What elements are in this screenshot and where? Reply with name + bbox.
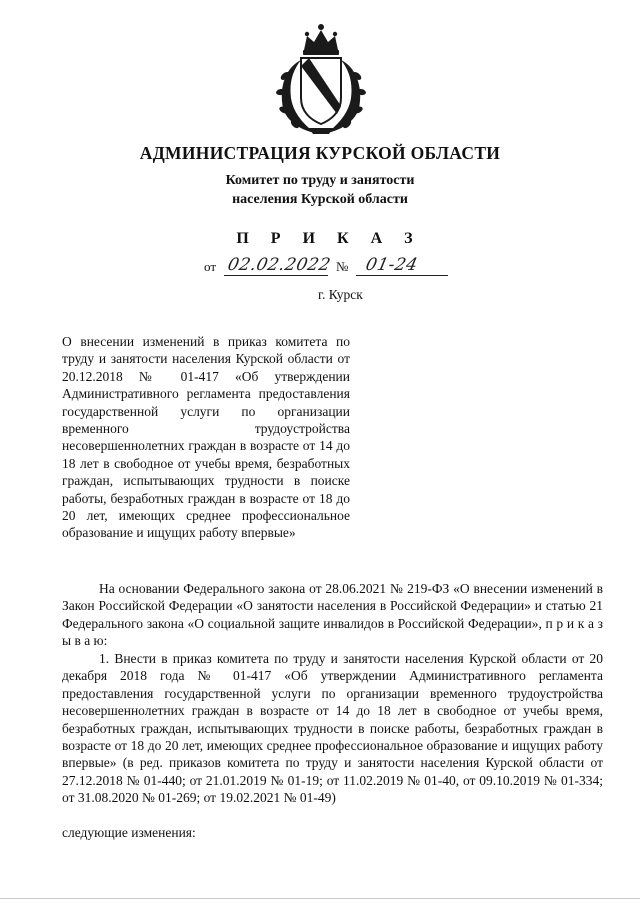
order-date-line [204, 255, 464, 279]
department-name [0, 171, 640, 209]
number-underline [356, 275, 448, 276]
date-underline [224, 275, 328, 276]
body-paragraph-1: На основании Федерального закона от 28.06.2021 № 219-ФЗ «О внесении изменений в Закон Российской Федерации «О занятости населения в Российской Федерации» и статью 21 Федерального закона «О социальной защите инвалидов в Российской Федерации», п р и к а з ы в а ю: [62, 581, 603, 649]
body-paragraph-3: следующие изменения: [62, 825, 196, 840]
order-date: 02.02.2022 [225, 255, 333, 275]
scan-edge [0, 898, 640, 899]
city: г. Курск [318, 287, 363, 302]
order-number: 01-24 [363, 255, 420, 275]
body-paragraph-2: 1. Внести в приказ комитета по труду и занятости населения Курской области от 20 декабря 2018 года № 01-417 «Об утверждении Административного регламента предоставления государственной услуги по организации временного трудоустройства несовершеннолетних граждан в возрасте от 14 до 18 лет в свободное от учебы время, безработных граждан, испытывающих трудности в поиске работы, безработных граждан в возрасте от 18 до 20 лет, имеющих среднее профессиональное образование и ищущих работу впервые» (в ред. приказов комитета по труду и занятости населения Курской области от 27.12.2018 № 01-440; от 21.01.2019 № 01-19; от 11.02.2019 № 01-40, от 09.10.2019 № 01-334; от 31.08.2020 № 01-269; от 19.02.2021 № 01-49) [62, 651, 603, 806]
department-line-2: населения Курской области [232, 192, 408, 207]
department-line-1: Комитет по труду и занятости [225, 173, 415, 188]
organization-title: АДМИНИСТРАЦИЯ КУРСКОЙ ОБЛАСТИ [139, 143, 501, 163]
order-subject: О внесении изменений в приказ комитета по труду и занятости населения Курской области от 20.12.2018 № 01-417 «Об утверждении Административного регламента предоставления государственной услуги по организации временного трудоустройства несовершеннолетних граждан в возрасте от 14 до 18 лет в свободное от учебы время, безработных граждан, испытывающих трудности в поиске работы, безработных граждан в возрасте от 18 до 20 лет, имеющих среднее профессиональное образование и ищущих работу впервые» [62, 334, 350, 541]
date-prefix: от [204, 259, 217, 274]
document-type: П Р И К А З [236, 230, 422, 247]
coat-of-arms-icon [271, 20, 371, 138]
number-prefix: № [336, 259, 349, 274]
